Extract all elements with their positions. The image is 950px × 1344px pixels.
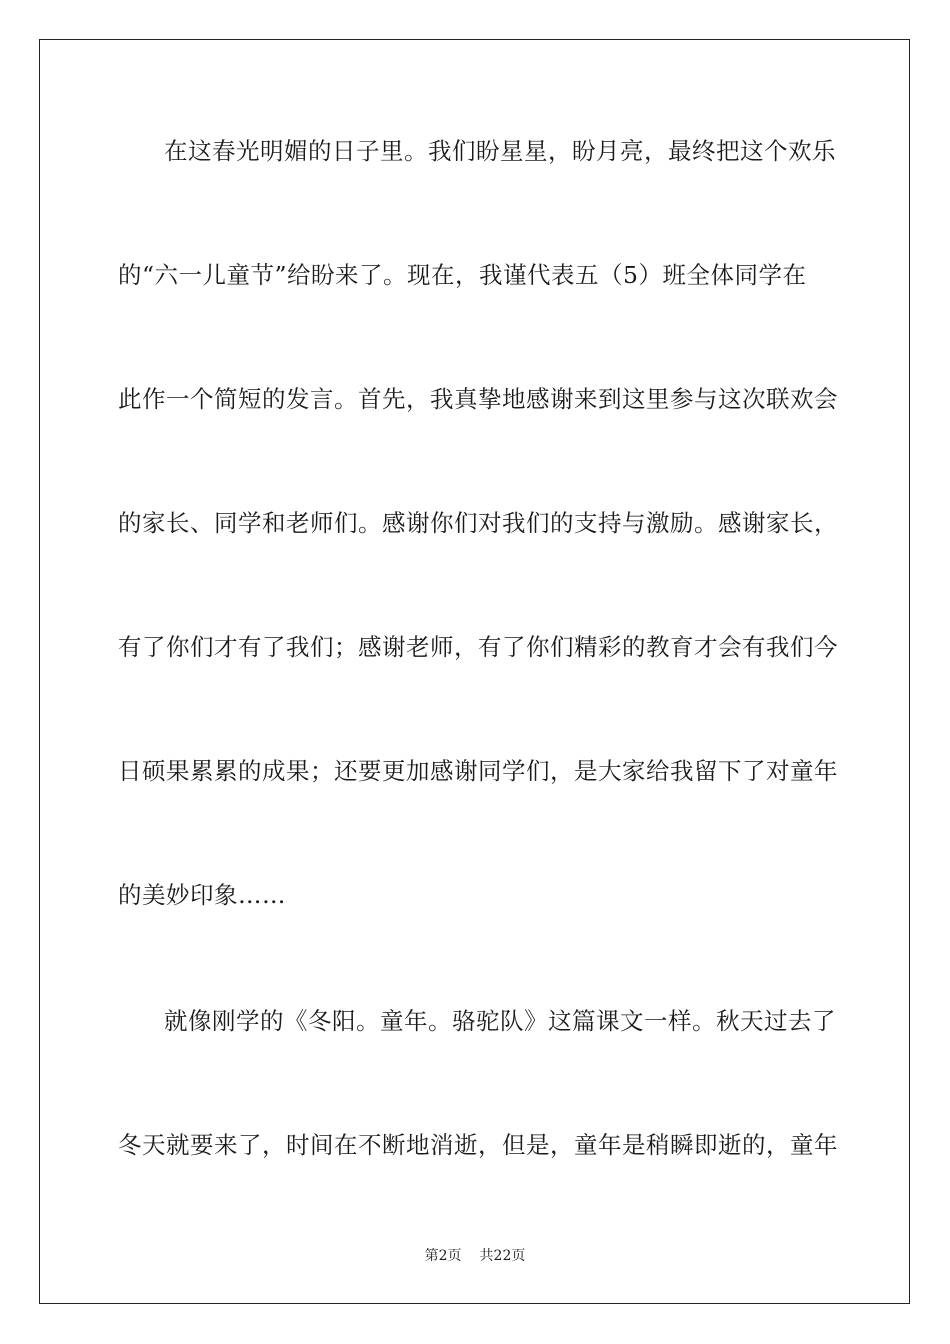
paragraph-2-line-1: 就像刚学的《冬阳。童年。骆驼队》这篇课文一样。秋天过去了 (164, 1007, 836, 1035)
paragraph-1-line-2: 的“六一儿童节”给盼来了。现在，我谨代表五（5）班全体同学在 (118, 261, 807, 289)
page-footer (0, 1247, 950, 1265)
total-pages: 共22页 (479, 1248, 526, 1264)
paragraph-1-line-3: 此作一个简短的发言。首先，我真挚地感谢来到这里参与这次联欢会 (118, 385, 838, 413)
paragraph-1-line-5: 有了你们才有了我们；感谢老师，有了你们精彩的教育才会有我们今 (118, 633, 838, 661)
paragraph-1-line-7: 的美妙印象…… (118, 881, 286, 909)
paragraph-1-line-1: 在这春光明媚的日子里。我们盼星星，盼月亮，最终把这个欢乐 (164, 137, 836, 165)
paragraph-1-line-4: 的家长、同学和老师们。感谢你们对我们的支持与激励。感谢家长， (118, 509, 838, 537)
page-number: 第2页 (424, 1248, 462, 1264)
paragraph-2-line-2: 冬天就要来了，时间在不断地消逝，但是，童年是稍瞬即逝的，童年 (118, 1131, 838, 1159)
page-border (39, 39, 910, 1304)
paragraph-1-line-6: 日硕果累累的成果；还要更加感谢同学们，是大家给我留下了对童年 (118, 757, 838, 785)
